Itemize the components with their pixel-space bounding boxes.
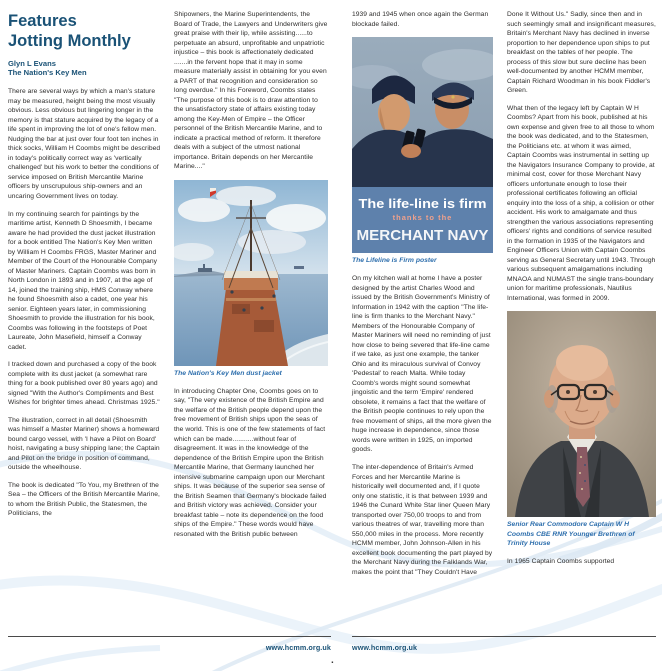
column-2 bbox=[174, 10, 328, 547]
column-4 bbox=[507, 10, 656, 575]
footer-divider-right bbox=[352, 636, 656, 637]
dust-jacket-caption: The Nation's Key Men dust jacket bbox=[174, 369, 282, 377]
coombs-portrait-caption: Senior Rear Commodore Captain W H Coombs CBE RNR Younger Brethren of Trinity House bbox=[507, 521, 635, 547]
lifeline-poster-caption: The Lifeline is Firm poster bbox=[352, 257, 437, 265]
lifeline-poster-figure bbox=[352, 37, 493, 253]
coombs-portrait-figure bbox=[507, 311, 656, 517]
paragraph: The illustration, correct in all detail (Shoesmith was himself a Master Mariner) shows a homeward bound cargo vessel, with 'I have a Pilot on Board' hoist, navigating a busy shipping lane; the Captain and Pilot on the bridge in position of command, outside the wheelhouse. bbox=[8, 416, 160, 472]
paragraph: What then of the legacy left by Captain W H Coombs? Apart from his book, published at his own expense and given free to all those to whom the book was dedicated, and to the Statesmen, the Politicians etc. at whom it was aimed, Captain Coombs was instrumental in setting up the Navigators Insurance Company to provide, at minimal cost, cover for those Merchant Navy officers unfortunate enough to lose their professional certificates following an official enquiry into the loss of a ship, a collision or other accident. His work to amalgamate and thus strengthen the various associations representing officers' rights and conditions of service resulted in the formation in 1935 of the Navigators and Engineer Officers Union with Captain Coombs serving as General Secretary until 1943. Through various subsequent amalgamations including MNAOA and NUMAST the single trans-boundary union for maritime professionals, Nautilus International, was formed in 2009. bbox=[507, 104, 656, 302]
page-number-dot: . bbox=[331, 655, 334, 666]
paragraph: Shipowners, the Marine Superintendents, the Board of Trade, the Lawyers and Underwriters give great praise with their lip, while assisting......to perpetuate an absurd, unprofitable and unpatriotic injustice – this book is affectionately dedicated .......in the fervent hope that it may in some measure materially assist in obtaining for you even a PART of that recognition and consideration so long overdue." In his Foreword, Coombs states "The purpose of this book is to draw attention to the unsatisfactory state of affairs existing today among the Key-Men of Empire – the Officer personnel of the British Mercantile Marine, and to indicate a practical method of reform. It therefore deals with a subject of the utmost national importance. Britain depends on her Mercantile Marine...." bbox=[174, 11, 328, 171]
column-3 bbox=[352, 10, 493, 585]
poster-subline-text: thanks to the bbox=[392, 213, 453, 223]
footer-url-right[interactable]: www.hcmm.org.uk bbox=[352, 643, 418, 652]
paragraph: On my kitchen wall at home I have a poster designed by the artist Charles Wood and issued by the British Government's Ministry of Information in 1942 with the caption "The life-line is firm thanks to the Merchant Navy." Members of the Honourable Company of Master Mariners will need no reminding of just how close to being severed that life-line came if we take, as just one example, the tanker Ohio and its miraculous survival of Convoy 'Pedestal' to reach Malta. While today Coomb's words might sound somewhat jingoistic and the term 'Empire' rendered obsolete, it remains a fact that the welfare of the British people continues to rely upon the free movement of ships, all the more given the huge increase in dependence, since those words were written in 1925, on imported goods. bbox=[352, 275, 492, 454]
footer-url-left[interactable]: www.hcmm.org.uk bbox=[265, 643, 331, 652]
paragraph: There are several ways by which a man's stature may be measured, height being the most visually obvious. Less obvious but lingering longer in the memory is that stature acquired by the legacy of a life spent in improving the lot of one's fellow men. Nudging the bar at just over four foot ten inches in thick socks, William H Coombs might be described in today's politically correct way as 'vertically challenged' but his work to better the conditions of service imposed on British Mercantile Marine officers by unscrupulous ship-owners and an uncaring Government lives on today. bbox=[8, 88, 161, 200]
author-name: Glyn L Evans bbox=[8, 58, 56, 68]
poster-merchant-navy-text: MERCHANT NAVY bbox=[356, 227, 489, 245]
byline-block bbox=[8, 59, 161, 79]
lifeline-poster-image bbox=[352, 37, 493, 253]
masthead-title bbox=[8, 12, 161, 52]
coombs-portrait-image bbox=[507, 311, 656, 517]
masthead-line1: Features bbox=[8, 12, 77, 30]
paragraph: In 1965 Captain Coombs supported bbox=[507, 557, 615, 565]
paragraph: I tracked down and purchased a copy of the book complete with its dust jacket (a somewhat rare thing for a book published over 80 years ago) and signed "With the Author's Compliments and Best Wishes for brighter times ahead. Christmas 1925." bbox=[8, 361, 160, 407]
paragraph: 1939 and 1945 when once again the German blockade failed. bbox=[352, 11, 489, 28]
dust-jacket-figure bbox=[174, 180, 328, 366]
footer-divider-left bbox=[8, 636, 331, 637]
paragraph: In introducing Chapter One, Coombs goes on to say, "The very existence of the British Empire and the welfare of the British people depend upon the free movement of British ships upon the seas of the world. This is one of the few statements of fact which can be made...........without fear of disagreement. It was in the knowledge of the dependence of the British Empire upon the British Mercantile Marine, that Germany launched her intensive submarine campaign upon our Merchant ships. It was because of the superior sea sense of the British Seamen that Germany's blockade failed and British victory was achieved. Consider your breakfast table – note its dependence on the food ships of the Empire." These words would have resonated with the British public between bbox=[174, 387, 327, 538]
column-1 bbox=[8, 10, 161, 527]
paragraph: In my continuing search for paintings by the maritime artist, Kenneth D Shoesmith, I became aware he had provided the dust jacket illustration for a book entitled The Nation's Key Men written by William H Coombs FRGS, Master Mariner and Member of the Court of the Honourable Company of Master Mariners. Captain Coombs was born in North London in 1893 and in 1907, at the age of 14, joined the training ship, HMS Conway where he found Shoesmith also a cadet, one year his senior. Eighteen years later, in commissioning Shoesmith to provide the illustration for his book, Coombs was following in the footsteps of Poet Laureate, John Masefield, himself a Conway cadet. bbox=[8, 210, 158, 351]
poster-headline-text: The life-line is firm bbox=[358, 196, 487, 212]
masthead-line2: Jotting Monthly bbox=[8, 31, 131, 50]
article-title: The Nation's Key Men bbox=[8, 68, 87, 78]
paragraph: The book is dedicated "To You, my Brethren of the Sea – the Officers of the British Mercantile Marine, to whom the British Public, the Statesmen, the Politicians, the bbox=[8, 481, 160, 518]
paragraph: Done It Without Us." Sadly, since then and in such seemingly small and insignificant measures, Britain's Merchant Navy has declined in inverse proportion to her dependence upon ships to put breakfast on the tables of her people. The process of this slow but sure decline has been well-documented by another HCMM member, Captain Richard Woodman in his book Fiddler's Green. bbox=[507, 11, 656, 95]
dust-jacket-image bbox=[174, 180, 328, 366]
paragraph: The inter-dependence of Britain's Armed Forces and her Mercantile Marine is historically well documented and, if I quote only one statistic, it is that between 1939 and 1946 the Cunard White Star liner Queen Mary transported over 750,00 troops to and from various theatres of war, travelling more than 550,000 miles in the process. More recently HCMM member, John Johnson-Allen in his excellent book documenting the part played by the Merchant Navy during the Falklands War, makes the point that "They Couldn't Have bbox=[352, 464, 493, 576]
